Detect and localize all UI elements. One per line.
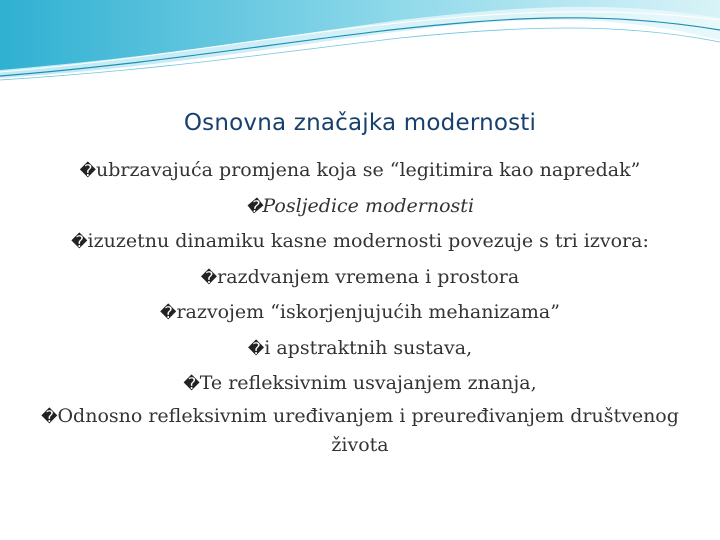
list-item-text: Posljedice modernosti <box>262 194 475 217</box>
list-item-text: Odnosno refleksivnim uređivanjem i preuređivanjem društvenog života <box>57 404 679 456</box>
list-item-text: razvojem “iskorjenjujućih mehanizama” <box>176 301 560 323</box>
list-item <box>30 295 690 331</box>
header-wave-decoration <box>0 0 720 90</box>
list-item <box>30 402 690 459</box>
list-item-text: i apstraktnih sustava, <box>264 336 473 359</box>
slide-body <box>30 153 690 459</box>
slide-title: Osnovna značajka modernosti <box>183 110 537 136</box>
list-item-text: Te refleksivnim usvajanjem znanja, <box>199 372 537 394</box>
bullet-glyph: � <box>71 232 88 251</box>
list-item-text: izuzetnu dinamiku kasne modernosti povezuje s tri izvora: <box>87 230 649 252</box>
bullet-glyph: � <box>160 303 177 322</box>
list-item <box>30 331 690 367</box>
list-item-text: razdvanjem vremena i prostora <box>217 265 520 288</box>
list-item <box>30 189 690 225</box>
bullet-glyph: � <box>247 338 265 358</box>
list-item <box>30 366 690 402</box>
list-item-text: ubrzavajuća promjena koja se “legitimira kao napredak” <box>96 159 641 181</box>
bullet-glyph: � <box>245 196 263 216</box>
list-item <box>30 153 690 189</box>
bullet-glyph: � <box>183 374 200 393</box>
list-item <box>30 224 690 260</box>
bullet-glyph: � <box>41 406 58 426</box>
list-item <box>30 260 690 296</box>
bullet-glyph: � <box>79 161 97 180</box>
bullet-glyph: � <box>200 267 218 287</box>
